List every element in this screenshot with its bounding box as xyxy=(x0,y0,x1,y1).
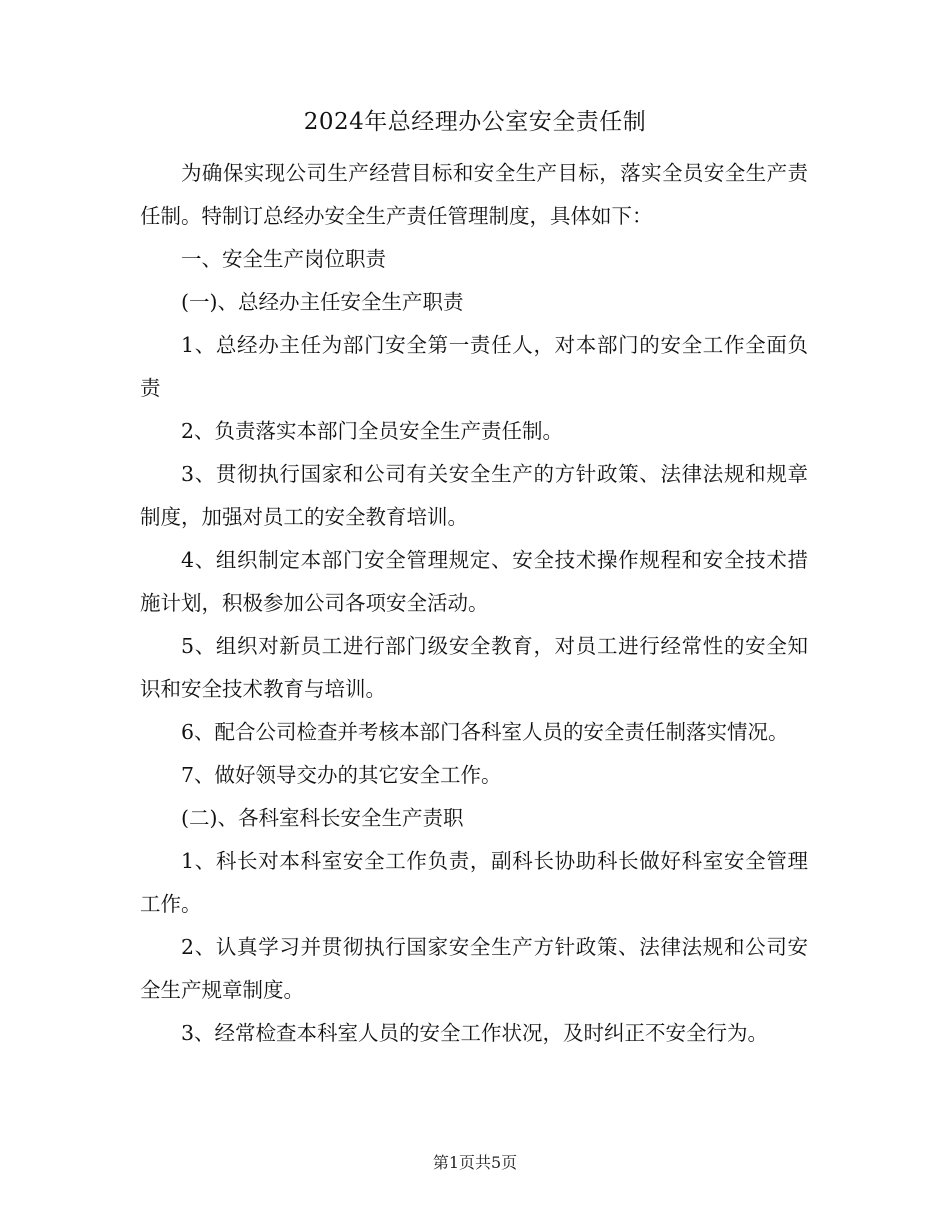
list-item: 3、贯彻执行国家和公司有关安全生产的方针政策、法律法规和规章制度，加强对员工的安全教育培训。 xyxy=(140,462,808,529)
list-item: 2、认真学习并贯彻执行国家安全生产方针政策、法律法规和公司安全生产规章制度。 xyxy=(140,935,808,1002)
list-item: 1、总经办主任为部门安全第一责任人，对本部门的安全工作全面负责 xyxy=(140,333,808,400)
document-title: 2024年总经理办公室安全责任制 xyxy=(303,109,647,135)
subsection-heading: (二)、各科室科长安全生产责职 xyxy=(181,806,464,830)
subsection-heading: (一)、总经办主任安全生产职责 xyxy=(181,290,464,314)
list-item: 5、组织对新员工进行部门级安全教育，对员工进行经常性的安全知识和安全技术教育与培训。 xyxy=(140,634,808,701)
list-item: 1、科长对本科室安全工作负责，副科长协助科长做好科室安全管理工作。 xyxy=(140,849,808,916)
list-item: 4、组织制定本部门安全管理规定、安全技术操作规程和安全技术措施计划，积极参加公司各项安全活动。 xyxy=(140,548,808,615)
page-footer: 第1页共5页 xyxy=(432,1153,518,1172)
list-item: 6、配合公司检查并考核本部门各科室人员的安全责任制落实情况。 xyxy=(181,720,789,744)
list-item: 3、经常检查本科室人员的安全工作状况，及时纠正不安全行为。 xyxy=(181,1021,769,1045)
section-heading: 一、安全生产岗位职责 xyxy=(181,247,386,271)
list-item: 2、负责落实本部门全员安全生产责任制。 xyxy=(181,419,564,443)
list-item: 7、做好领导交办的其它安全工作。 xyxy=(181,763,502,787)
intro-paragraph: 为确保实现公司生产经营目标和安全生产目标，落实全员安全生产责任制。特制订总经办安全生产责任管理制度，具体如下： xyxy=(140,161,808,228)
document-body xyxy=(140,152,808,1055)
